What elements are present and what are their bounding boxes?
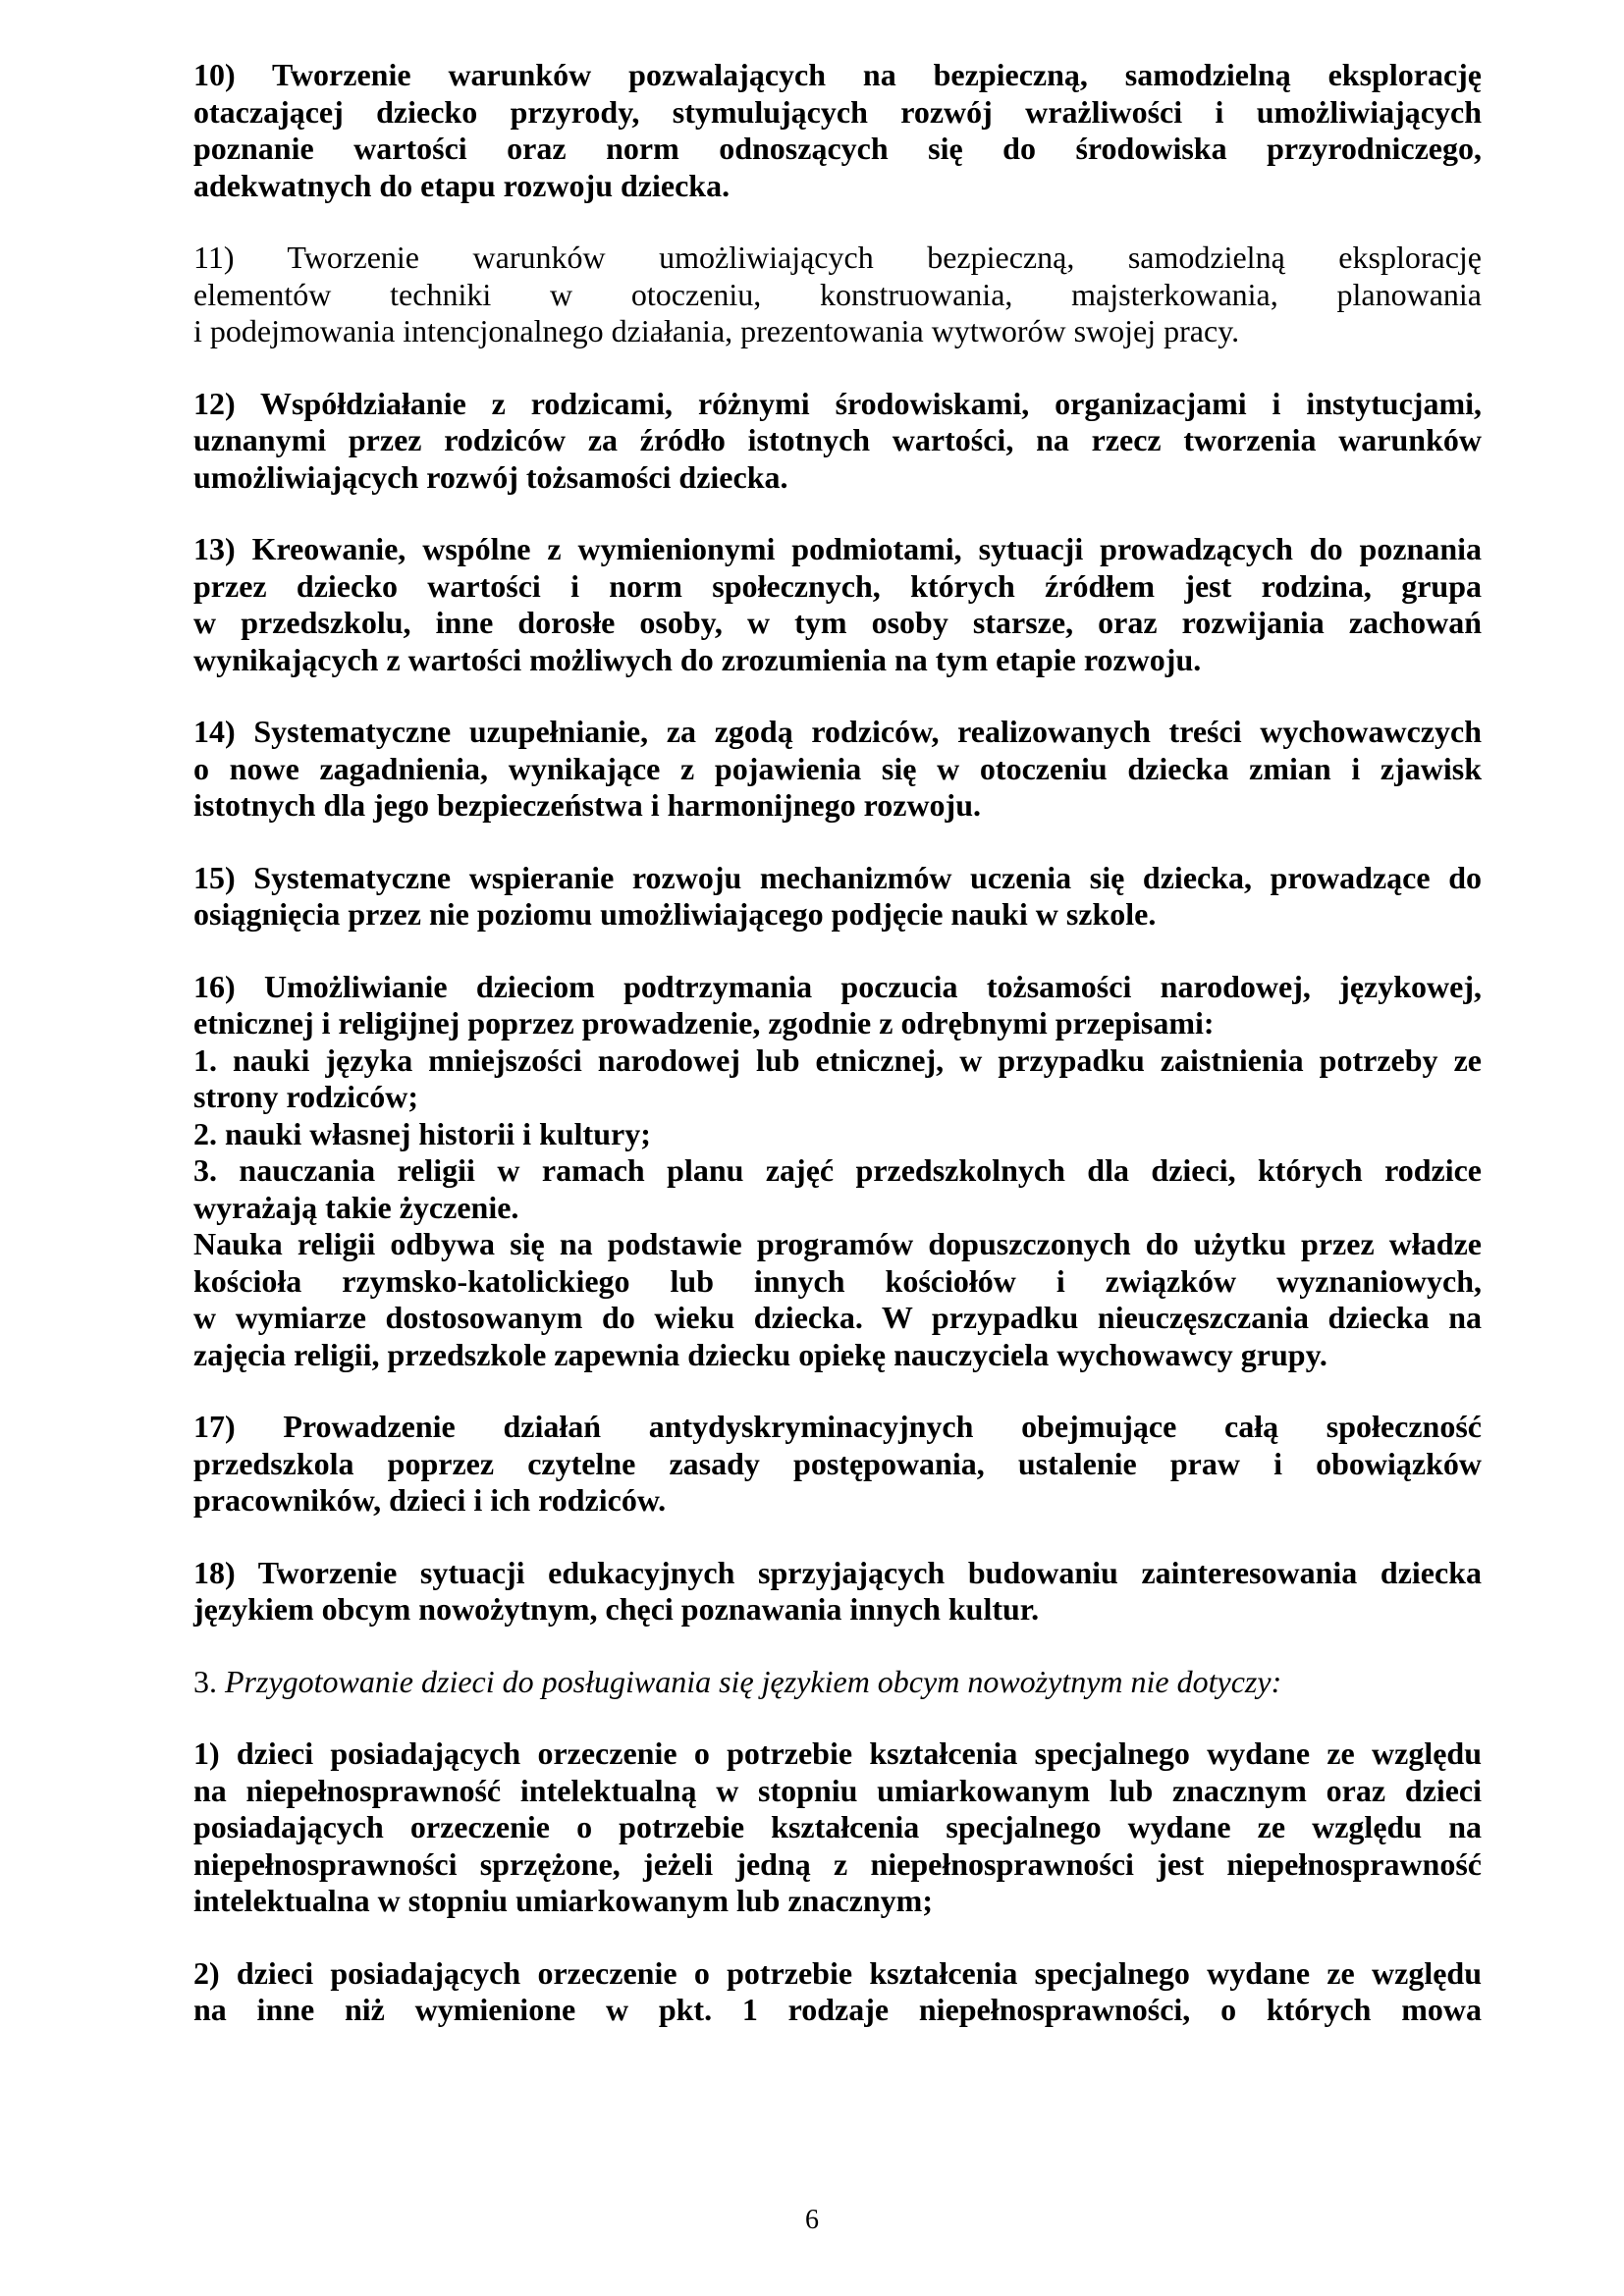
section-number: 3.	[193, 1663, 217, 1699]
paragraph-10	[193, 57, 1482, 204]
text-line: 11) Tworzenie warunków umożliwiających bezpieczną, samodzielną eksplorację	[193, 240, 1482, 275]
section-title: Przygotowanie dzieci do posługiwania się językiem obcym nowożytnym nie dotyczy:	[225, 1663, 1282, 1699]
page-number: 6	[805, 2205, 819, 2235]
text-line: 15) Systematyczne wspieranie rozwoju mechanizmów uczenia się dziecka, prowadzące do	[193, 859, 1482, 895]
text-line: przez dziecko wartości i norm społecznych, których źródłem jest rodzina, grupa	[193, 567, 1482, 604]
text-line: 3. nauczania religii w ramach planu zajęć przedszkolnych dla dzieci, których rodzice	[193, 1152, 1482, 1188]
text-line: umożliwiających rozwój tożsamości dziecka.	[193, 458, 788, 495]
subpoint-2	[193, 1955, 1482, 2029]
text-line: uznanymi przez rodziców za źródło istotnych wartości, na rzecz tworzenia warunków	[193, 422, 1482, 457]
text-line: przedszkola poprzez czytelne zasady postępowania, ustalenie praw i obowiązków	[193, 1445, 1482, 1481]
text-line: 14) Systematyczne uzupełnianie, za zgodą rodziców, realizowanych treści wychowawczych	[193, 714, 1482, 749]
text-line: 16) Umożliwianie dzieciom podtrzymania poczucia tożsamości narodowej, językowej,	[193, 968, 1482, 1004]
text-line: w przedszkolu, inne dorosłe osoby, w tym osoby starsze, oraz rozwijania zachowań	[193, 605, 1482, 640]
text-line: w wymiarze dostosowanym do wieku dziecka. W przypadku nieuczęszczania dziecka na	[193, 1300, 1482, 1335]
text-line: pracowników, dzieci i ich rodziców.	[193, 1482, 667, 1518]
text-line: o nowe zagadnienia, wynikające z pojawienia się w otoczeniu dziecka zmian i zjawisk	[193, 750, 1482, 786]
text-line: elementów techniki w otoczeniu, konstruowania, majsterkowania, planowania	[193, 276, 1482, 312]
text-line: poznanie wartości oraz norm odnoszących się do środowiska przyrodniczego,	[193, 131, 1482, 166]
text-line: 13) Kreowanie, wspólne z wymienionymi podmiotami, sytuacji prowadzących do poznania	[193, 531, 1482, 566]
text-line: zajęcia religii, przedszkole zapewnia dziecku opiekę nauczyciela wychowawcy grupy.	[193, 1336, 1327, 1372]
text-line: 10) Tworzenie warunków pozwalających na bezpieczną, samodzielną eksplorację	[193, 57, 1482, 92]
subpoint-1	[193, 1735, 1482, 1920]
paragraph-12	[193, 386, 1482, 497]
paragraph-15	[193, 860, 1482, 934]
text-line: 1) dzieci posiadających orzeczenie o potrzebie kształcenia specjalnego wydane ze względu	[193, 1735, 1482, 1771]
paragraph-16	[193, 969, 1482, 1374]
text-line: 12) Współdziałanie z rodzicami, różnymi środowiskami, organizacjami i instytucjami,	[193, 385, 1482, 421]
text-line: osiągnięcia przez nie poziomu umożliwiającego podjęcie nauki w szkole.	[193, 896, 1157, 932]
text-line: niepełnosprawności sprzężone, jeżeli jedną z niepełnosprawności jest niepełnosprawność	[193, 1845, 1482, 1882]
text-line: etnicznej i religijnej poprzez prowadzenie, zgodnie z odrębnymi przepisami:	[193, 1005, 1215, 1041]
paragraph-14	[193, 714, 1482, 825]
text-line: 18) Tworzenie sytuacji edukacyjnych sprzyjających budowaniu zainteresowania dziecka	[193, 1554, 1482, 1590]
text-line: 2) dzieci posiadających orzeczenie o potrzebie kształcenia specjalnego wydane ze względu	[193, 1954, 1482, 1991]
document-page	[193, 57, 1482, 2064]
text-line: na inne niż wymienione w pkt. 1 rodzaje niepełnosprawności, o których mowa	[193, 1992, 1482, 2027]
section-3-heading	[193, 1664, 1482, 1701]
text-line: wyrażają takie życzenie.	[193, 1189, 519, 1225]
paragraph-18	[193, 1555, 1482, 1629]
paragraph-17	[193, 1409, 1482, 1520]
text-line: 1. nauki języka mniejszości narodowej lub etnicznej, w przypadku zaistnienia potrzeby ze	[193, 1041, 1482, 1078]
text-line: otaczającej dziecko przyrody, stymulujących rozwój wrażliwości i umożliwiających	[193, 93, 1482, 130]
text-line: wynikających z wartości możliwych do zrozumienia na tym etapie rozwoju.	[193, 641, 1202, 677]
text-line: na niepełnosprawność intelektualną w stopniu umiarkowanym lub znacznym oraz dzieci	[193, 1772, 1482, 1808]
text-line: językiem obcym nowożytnym, chęci poznawania innych kultur.	[193, 1591, 1040, 1627]
text-line: 17) Prowadzenie działań antydyskryminacyjnych obejmujące całą społeczność	[193, 1409, 1482, 1444]
text-line: adekwatnych do etapu rozwoju dziecka.	[193, 167, 731, 203]
text-line: posiadających orzeczenie o potrzebie kształcenia specjalnego wydane ze względu na	[193, 1809, 1482, 1844]
text-line: 2. nauki własnej historii i kultury;	[193, 1115, 651, 1151]
paragraph-11	[193, 240, 1482, 350]
text-line: i podejmowania intencjonalnego działania, prezentowania wytworów swojej pracy.	[193, 313, 1240, 348]
paragraph-13	[193, 531, 1482, 678]
text-line: Nauka religii odbywa się na podstawie programów dopuszczonych do użytku przez władze	[193, 1226, 1482, 1261]
text-line: kościoła rzymsko-katolickiego lub innych kościołów i związków wyznaniowych,	[193, 1262, 1482, 1299]
text-line: strony rodziców;	[193, 1079, 419, 1114]
text-line: istotnych dla jego bezpieczeństwa i harmonijnego rozwoju.	[193, 787, 981, 823]
text-line: intelektualna w stopniu umiarkowanym lub znacznym;	[193, 1883, 933, 1918]
